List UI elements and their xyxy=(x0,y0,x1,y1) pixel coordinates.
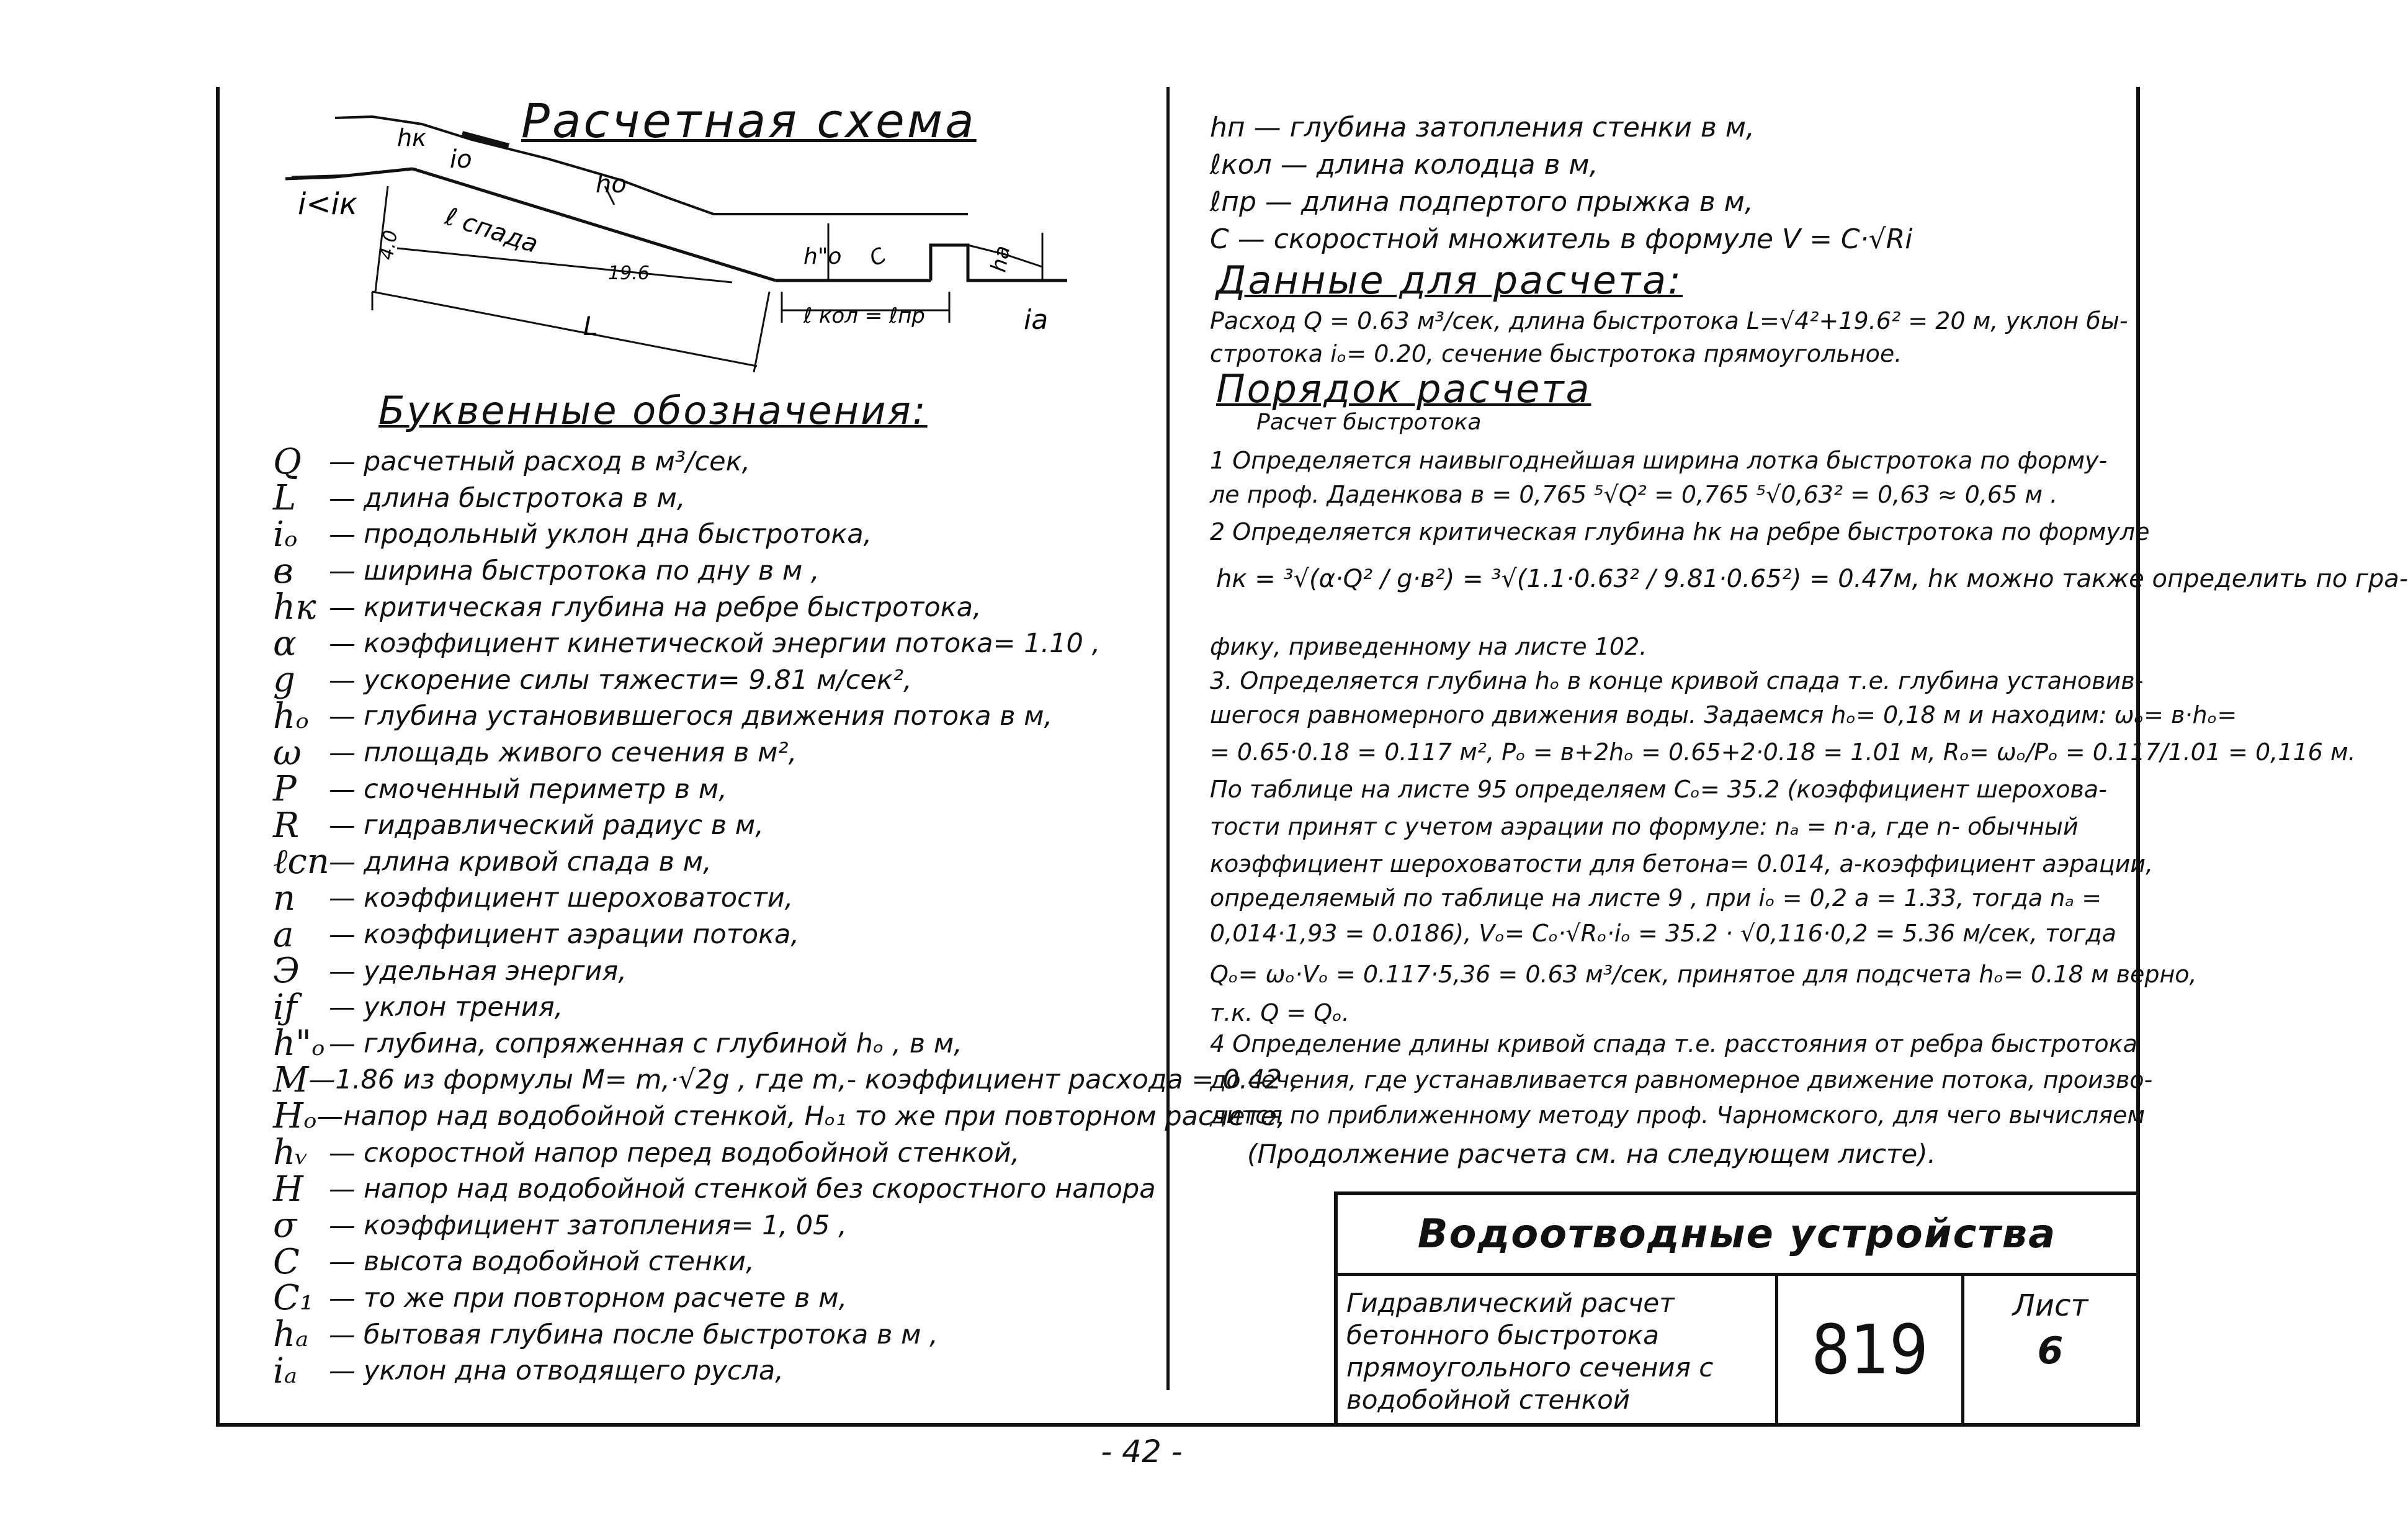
step-line: до сечения, где устанавливается равномерное движение потока, произво- xyxy=(1210,1066,2153,1093)
legend-symbol: C xyxy=(273,1241,300,1282)
order-subtitle: Расчет быстротока xyxy=(1256,410,1482,435)
legend-text: длина кривой спада в м, xyxy=(364,846,712,877)
legend-dash: — xyxy=(329,1355,356,1387)
legend-text: смоченный периметр в м, xyxy=(364,773,727,805)
legend-item xyxy=(273,1241,1160,1282)
legend-text: коэффициент аэрации потока, xyxy=(364,919,800,951)
def-line: С — скоростной множитель в формуле V = C·√Ri xyxy=(1210,223,1913,255)
legend-item xyxy=(273,480,1160,517)
legend-text: коэффициент шероховатости, xyxy=(364,882,794,914)
legend-symbol: в xyxy=(273,550,293,591)
legend-item xyxy=(273,807,1160,844)
legend-text: гидравлический радиус в м, xyxy=(364,810,764,841)
scheme-ha-label: ha xyxy=(986,243,1016,274)
scheme-io-label: io xyxy=(450,145,472,174)
legend-symbol: hₒ xyxy=(273,696,309,737)
def-line: ℓкол — длина колодца в м, xyxy=(1210,149,1598,181)
step-line: т.к. Q = Qₒ. xyxy=(1210,999,1349,1026)
legend-item xyxy=(273,698,1160,735)
legend-item xyxy=(273,1171,1160,1208)
legend-symbol: hᵥ xyxy=(273,1133,308,1173)
step-line: 3. Определяется глубина hₒ в конце кривой спада т.е. глубина установив- xyxy=(1210,667,2144,694)
legend-text: уклон трения, xyxy=(364,992,563,1023)
legend-text: длина быстротока в м, xyxy=(364,482,686,514)
legend-item xyxy=(273,623,1160,664)
scheme-h0pp-label: h"o xyxy=(803,244,842,269)
legend-text: глубина установившегося движения потока в м, xyxy=(364,701,1053,732)
legend-symbol: M xyxy=(273,1059,309,1100)
legend-symbol: ℓсп xyxy=(273,841,329,882)
step-line: 0,014·1,93 = 0.0186), Vₒ= Cₒ·√Rₒ·iₒ = 35.2 · √0,116·0,2 = 5.36 м/сек, тогда xyxy=(1210,920,2116,947)
legend-symbol: g xyxy=(273,660,295,701)
legend-symbol: n xyxy=(273,877,296,918)
scheme-lkol-label: ℓ кол = ℓпр xyxy=(803,303,925,328)
legend-symbol: C₁ xyxy=(273,1278,314,1319)
legend-text: ускорение силы тяжести= 9.81 м/сек², xyxy=(364,664,912,696)
legend-symbol: α xyxy=(273,623,297,664)
legend-text: то же при повторном расчете в м, xyxy=(364,1282,848,1314)
legend-symbol: R xyxy=(273,805,300,846)
scheme-hk-label: hк xyxy=(397,124,427,151)
data-line: Расход Q = 0.63 м³/сек, длина быстротока L=√4²+19.6² = 20 м, уклон бы- xyxy=(1210,307,2128,334)
legend-symbol: hₐ xyxy=(273,1314,309,1355)
step-line: = 0.65·0.18 = 0.117 м², Pₒ = в+2hₒ = 0.65+2·0.18 = 1.01 м, Rₒ= ωₒ/Pₒ = 0.117/1.01 = 0,116 м. xyxy=(1210,738,2356,766)
scheme-ia-label: ia xyxy=(1024,304,1049,336)
legend-item xyxy=(273,914,1160,955)
legend-item xyxy=(273,1207,1160,1244)
legend-dash: — xyxy=(329,1209,356,1241)
legend-title: Буквенные обозначения: xyxy=(378,388,928,433)
legend-text: напор над водобойной стенкой без скоростного напора xyxy=(364,1173,1156,1205)
legend-text: уклон дна отводящего русла, xyxy=(364,1355,784,1387)
column-divider xyxy=(1166,87,1170,1390)
legend-dash: — xyxy=(329,737,356,769)
legend-text: 1.86 из формулы M= m,·√2g , где m,- коэффициент расхода = 0.42 , xyxy=(335,1064,1299,1096)
scheme-c-label: C xyxy=(865,243,891,272)
legend-dash: — xyxy=(316,1100,344,1132)
legend-item xyxy=(273,841,1160,882)
step-line: 4 Определение длины кривой спада т.е. расстояния от ребра быстротока xyxy=(1210,1030,2137,1057)
legend-dash: — xyxy=(329,992,356,1023)
legend-dash: — xyxy=(329,446,356,478)
legend-dash: — xyxy=(329,591,356,623)
legend-text: бытовая глубина после быстротока в м , xyxy=(364,1319,938,1350)
legend-symbol: P xyxy=(273,769,297,810)
legend-text: скоростной напор перед водобойной стенкой, xyxy=(364,1137,1020,1169)
legend-text: критическая глубина на ребре быстротока, xyxy=(364,591,982,623)
legend-item xyxy=(273,732,1160,773)
legend-symbol: iₒ xyxy=(273,514,298,555)
legend-dash: — xyxy=(329,773,356,805)
step-line: фику, приведенному на листе 102. xyxy=(1210,633,1647,660)
title-block-title: Водоотводные устройства xyxy=(1338,1195,2136,1276)
legend-item xyxy=(273,589,1160,626)
legend-text: коэффициент кинетической энергии потока= 1.10 , xyxy=(364,628,1101,660)
legend-item xyxy=(273,951,1160,992)
legend-item xyxy=(273,877,1160,918)
data-line: стротока iₒ= 0.20, сечение быстротока прямоугольное. xyxy=(1210,340,1902,367)
legend-dash: — xyxy=(329,701,356,732)
legend-dash: — xyxy=(329,882,356,914)
legend-dash: — xyxy=(329,1246,356,1278)
title-block-sheet xyxy=(1964,1276,2136,1423)
scheme-height-label: 4.0 xyxy=(375,228,403,262)
legend-text: удельная энергия, xyxy=(364,955,627,987)
legend-item xyxy=(273,1134,1160,1171)
legend-dash: — xyxy=(329,955,356,987)
legend-dash: — xyxy=(308,1064,336,1096)
legend-item xyxy=(273,1316,1160,1353)
legend-dash: — xyxy=(329,919,356,951)
step-line: 2 Определяется критическая глубина hк на ребре быстротока по формуле xyxy=(1210,518,2150,545)
legend-item xyxy=(273,550,1160,591)
legend-dash: — xyxy=(329,846,356,877)
order-title: Порядок расчета xyxy=(1216,366,1591,411)
legend-item xyxy=(273,441,1160,482)
legend-symbol: Q xyxy=(273,441,302,482)
legend-symbol: Hₒ xyxy=(273,1096,317,1137)
scheme-L-label: L xyxy=(583,311,598,341)
scheme-length-label: 19.6 xyxy=(608,262,650,284)
step-line: дится по приближенному методу проф. Чарномского, для чего вычисляем xyxy=(1210,1102,2146,1129)
title-block xyxy=(1334,1191,2136,1423)
step-line: шегося равномерного движения воды. Задаемся hₒ= 0,18 м и находим: ωₒ= в·hₒ= xyxy=(1210,701,2237,729)
legend-symbol: iƒ xyxy=(273,987,297,1028)
legend-dash: — xyxy=(329,810,356,841)
legend-dash: — xyxy=(329,1137,356,1169)
legend-text: коэффициент затопления= 1, 05 , xyxy=(364,1209,847,1241)
legend-item xyxy=(273,1096,1286,1137)
legend-symbol: H xyxy=(273,1169,303,1209)
title-block-description: Гидравлический расчет бетонного быстротока прямоугольного сечения с водобойной стенкой xyxy=(1338,1276,1778,1423)
legend-item xyxy=(273,1280,1160,1317)
data-title: Данные для расчета: xyxy=(1216,258,1683,303)
scheme-h0-label: ho xyxy=(596,170,627,199)
legend-item xyxy=(273,769,1160,810)
legend-item xyxy=(273,662,1160,699)
scheme-title: Расчетная схема xyxy=(521,93,977,148)
critical-depth-formula: hк = ³√(α·Q² / g·в²) = ³√(1.1·0.63² / 9.81·0.65²) = 0.47м, hк можно также определить по гра- xyxy=(1216,565,2408,593)
legend-item xyxy=(273,1023,1160,1064)
legend-symbol: Э xyxy=(273,951,300,992)
legend-dash: — xyxy=(329,555,356,587)
legend-dash: — xyxy=(329,664,356,696)
title-block-number: 819 xyxy=(1778,1276,1964,1423)
step-line: 1 Определяется наивыгоднейшая ширина лотка быстротока по форму- xyxy=(1210,447,2108,474)
legend-dash: — xyxy=(329,1319,356,1350)
legend-symbol: L xyxy=(273,478,297,519)
step-line: ле проф. Даденкова в = 0,765 ⁵√Q² = 0,765 ⁵√0,63² = 0,63 ≈ 0,65 м . xyxy=(1210,481,2058,508)
legend-text: площадь живого сечения в м², xyxy=(364,737,797,769)
step-line: коэффициент шероховатости для бетона= 0.014, a-коэффициент аэрации, xyxy=(1210,850,2154,877)
page-number: - 42 - xyxy=(1101,1434,1183,1469)
legend-text: высота водобойной стенки, xyxy=(364,1246,754,1278)
legend-item xyxy=(273,516,1160,553)
legend-item xyxy=(273,1350,1160,1391)
legend-symbol: ω xyxy=(273,732,302,773)
legend-dash: — xyxy=(329,519,356,550)
step-line: определяемый по таблице на листе 9 , при iₒ = 0,2 a = 1.33, тогда nₐ = xyxy=(1210,884,2102,912)
step-line: тости принят с учетом аэрации по формуле: nₐ = n·a, где n- обычный xyxy=(1210,813,2079,840)
legend-item xyxy=(273,1059,1299,1100)
legend-symbol: iₐ xyxy=(273,1350,297,1391)
step-line: (Продолжение расчета см. на следующем листе). xyxy=(1247,1139,1936,1169)
scheme-slope-label: i<iк xyxy=(298,187,357,222)
step-line: По таблице на листе 95 определяем Cₒ= 35.2 (коэффициент шерохова- xyxy=(1210,776,2107,803)
legend-text: продольный уклон дна быстротока, xyxy=(364,519,872,550)
legend-text: расчетный расход в м³/сек, xyxy=(364,446,751,478)
hydraulic-scheme xyxy=(267,99,1166,379)
legend-dash: — xyxy=(329,1028,356,1059)
legend-symbol: h"ₒ xyxy=(273,1023,325,1064)
legend-dash: — xyxy=(329,482,356,514)
legend-symbol: σ xyxy=(273,1205,297,1246)
legend-symbol: a xyxy=(273,914,294,955)
sheet-label: Лист xyxy=(2012,1288,2088,1323)
def-line: ℓпр — длина подпертого прыжка в м, xyxy=(1210,186,1753,218)
legend-item xyxy=(273,989,1160,1026)
scheme-lspada-label: ℓ спада xyxy=(441,202,542,259)
step-line: Qₒ= ωₒ·Vₒ = 0.117·5,36 = 0.63 м³/сек, принятое для подсчета hₒ= 0.18 м верно, xyxy=(1210,961,2197,988)
legend-dash: — xyxy=(329,628,356,660)
def-line: hп — глубина затопления стенки в м, xyxy=(1210,112,1755,143)
legend-symbol: hк xyxy=(273,587,316,628)
legend-text: глубина, сопряженная с глубиной hₒ , в м, xyxy=(364,1028,962,1059)
legend-text: напор над водобойной стенкой, Hₒ₁ то же при повторном расчете, xyxy=(343,1100,1286,1132)
legend-dash: — xyxy=(329,1173,356,1205)
legend-text: ширина быстротока по дну в м , xyxy=(364,555,820,587)
legend-dash: — xyxy=(329,1282,356,1314)
sheet-number: 6 xyxy=(2037,1329,2064,1373)
